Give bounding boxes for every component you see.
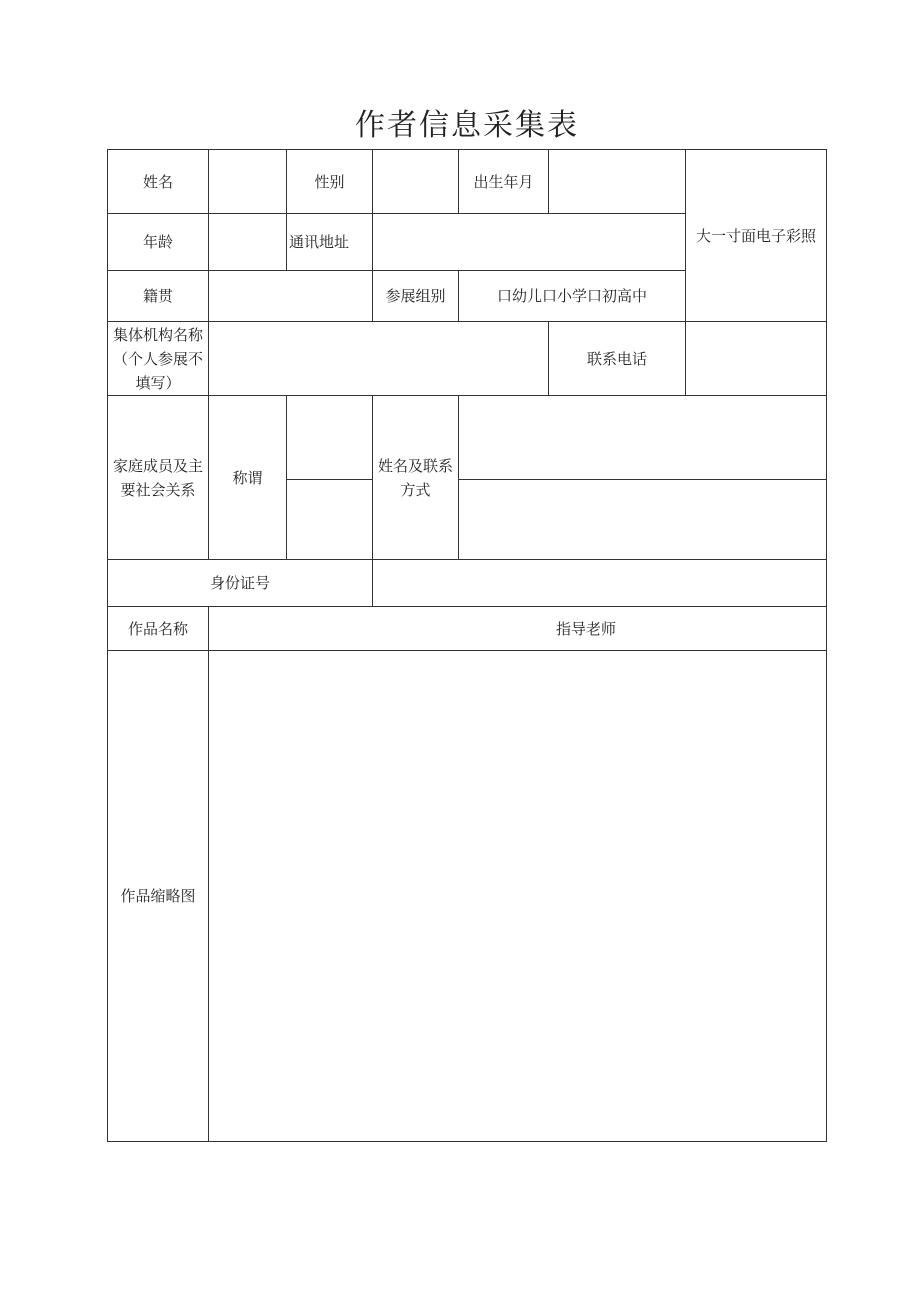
relation-field-1[interactable] [287,396,372,479]
id-number-label: 身份证号 [209,574,270,592]
name-label: 姓名 [142,172,173,191]
phone-label: 联系电话 [586,349,647,368]
address-label: 通讯地址 [289,233,350,251]
group-label: 参展组别 [385,287,446,305]
gender-field[interactable] [373,150,458,213]
age-label: 年龄 [142,233,173,251]
form-title: 作者信息采集表 [355,108,579,143]
relation-field-2[interactable] [287,480,372,559]
organization-field[interactable] [209,322,548,395]
native-place-field[interactable] [209,271,372,321]
table-border-right [826,149,827,1142]
age-field[interactable] [209,214,286,270]
work-name-label: 作品名称 [127,619,188,638]
organization-label-line: （个人参展不 [112,349,203,368]
organization-label-line: 填写） [135,373,181,392]
contact-info-field-2[interactable] [459,480,826,559]
family-members-label-line: 家庭成员及主 [112,456,203,475]
family-members-label-line: 要社会关系 [120,480,196,499]
organization-label-line: 集体机构名称 [112,325,203,344]
contact-info-field-1[interactable] [459,396,826,479]
group-options[interactable]: 口幼儿口小学口初高中 [496,287,647,305]
phone-field[interactable] [686,322,826,395]
id-number-field[interactable] [373,560,826,606]
relation-label: 称谓 [232,468,263,487]
contact-info-label [373,396,458,559]
contact-info-label-line: 姓名及联系 [377,456,453,475]
gender-label: 性别 [314,172,345,191]
thumbnail-label: 作品缩略图 [120,887,196,905]
photo-placeholder[interactable]: 大一寸面电子彩照 [695,226,816,245]
family-members-label [108,396,208,559]
organization-label [108,322,208,395]
table-border-bottom [107,1141,827,1142]
birth-date-label: 出生年月 [473,172,534,191]
address-field[interactable] [373,214,685,270]
teacher-label: 指导老师 [555,619,616,638]
contact-info-label-line: 方式 [400,480,431,499]
native-place-label: 籍贯 [142,287,173,305]
birth-date-field[interactable] [549,150,685,213]
name-field[interactable] [209,150,286,213]
thumbnail-area[interactable] [209,651,826,1141]
